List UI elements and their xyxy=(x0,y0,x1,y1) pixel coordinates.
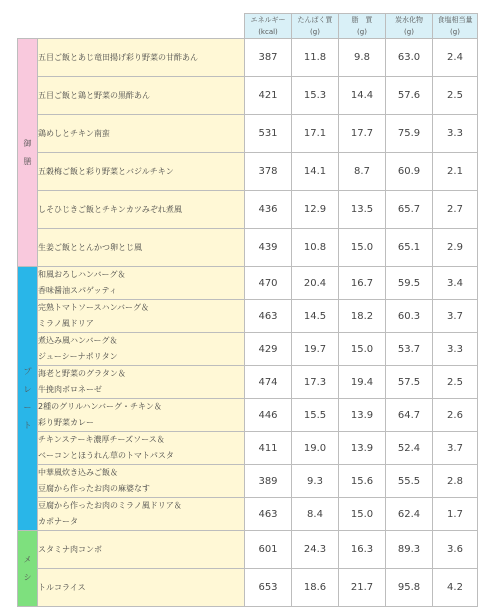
table-row xyxy=(18,531,478,569)
table-row xyxy=(18,115,478,153)
menu-name-line: チキンステーキ濃厚チーズソース＆ xyxy=(38,435,165,444)
energy-value: 387 xyxy=(245,39,292,77)
table-row xyxy=(18,77,478,115)
menu-name-line: 海老と野菜のグラタン＆ xyxy=(38,369,126,378)
fat-value: 13.5 xyxy=(339,191,386,229)
header-protein: たんぱく質 (g) xyxy=(292,14,339,39)
protein-value: 15.5 xyxy=(292,399,339,432)
header-salt: 食塩相当量 (g) xyxy=(433,14,478,39)
salt-value: 2.9 xyxy=(433,229,478,267)
menu-name xyxy=(38,498,245,531)
fat-value: 19.4 xyxy=(339,366,386,399)
fat-value: 14.4 xyxy=(339,77,386,115)
carbs-value: 57.6 xyxy=(386,77,433,115)
menu-name-line: 豆腐から作ったお肉のミラノ風ドリア＆ xyxy=(38,501,182,510)
menu-name-line: 2種のグリルハンバーグ・チキン＆ xyxy=(38,402,162,411)
menu-name-line: 中華風炊き込みご飯＆ xyxy=(38,468,118,477)
menu-name-line: 煮込み風ハンバーグ＆ xyxy=(38,336,118,345)
salt-value: 3.3 xyxy=(433,115,478,153)
menu-name xyxy=(38,569,245,607)
menu-name-line: 五目ご飯とあじ竜田揚げ彩り野菜の甘酢あん xyxy=(38,52,198,62)
protein-value: 19.0 xyxy=(292,432,339,465)
menu-name xyxy=(38,465,245,498)
table-row xyxy=(18,569,478,607)
protein-value: 12.9 xyxy=(292,191,339,229)
menu-name xyxy=(38,39,245,77)
carbs-value: 59.5 xyxy=(386,267,433,300)
protein-value: 9.3 xyxy=(292,465,339,498)
carbs-value: 75.9 xyxy=(386,115,433,153)
menu-name xyxy=(38,153,245,191)
protein-value: 24.3 xyxy=(292,531,339,569)
salt-value: 2.5 xyxy=(433,366,478,399)
energy-value: 446 xyxy=(245,399,292,432)
carbs-value: 64.7 xyxy=(386,399,433,432)
menu-name xyxy=(38,115,245,153)
energy-value: 439 xyxy=(245,229,292,267)
nutrition-table xyxy=(17,13,478,607)
carbs-value: 55.5 xyxy=(386,465,433,498)
menu-name-line: カポナータ xyxy=(38,517,78,526)
energy-value: 470 xyxy=(245,267,292,300)
energy-value: 378 xyxy=(245,153,292,191)
salt-value: 1.7 xyxy=(433,498,478,531)
carbs-value: 52.4 xyxy=(386,432,433,465)
carbs-value: 62.4 xyxy=(386,498,433,531)
menu-name-line: ミラノ風ドリア xyxy=(38,319,94,328)
energy-value: 531 xyxy=(245,115,292,153)
menu-name xyxy=(38,191,245,229)
menu-name-line: 牛挽肉ボロネーゼ xyxy=(38,385,102,394)
fat-value: 15.0 xyxy=(339,498,386,531)
protein-value: 20.4 xyxy=(292,267,339,300)
energy-value: 411 xyxy=(245,432,292,465)
table-body xyxy=(18,39,478,607)
menu-name-line: 完熟トマトソースハンバーグ＆ xyxy=(38,303,150,312)
salt-value: 3.7 xyxy=(433,432,478,465)
category-label xyxy=(18,39,38,267)
salt-value: 3.4 xyxy=(433,267,478,300)
category-char: プ xyxy=(23,366,32,376)
category-char: 膳 xyxy=(23,156,32,166)
fat-value: 8.7 xyxy=(339,153,386,191)
fat-value: 15.0 xyxy=(339,229,386,267)
table-row xyxy=(18,399,478,432)
energy-value: 436 xyxy=(245,191,292,229)
menu-name xyxy=(38,300,245,333)
menu-name-line: 生姜ご飯ととんかつ卵とじ風 xyxy=(38,242,142,252)
table-row xyxy=(18,39,478,77)
category-char: シ xyxy=(23,572,32,582)
header-row xyxy=(18,14,478,39)
table-row xyxy=(18,153,478,191)
category-char: レ xyxy=(23,384,32,394)
menu-name-line: 和風おろしハンバーグ＆ xyxy=(38,270,126,279)
category-label xyxy=(18,267,38,531)
carbs-value: 65.7 xyxy=(386,191,433,229)
menu-name-line: ベーコンとほうれん草のトマトパスタ xyxy=(38,451,174,460)
carbs-value: 65.1 xyxy=(386,229,433,267)
menu-name-line: 彩り野菜カレー xyxy=(38,418,94,427)
salt-value: 3.3 xyxy=(433,333,478,366)
fat-value: 9.8 xyxy=(339,39,386,77)
menu-name xyxy=(38,267,245,300)
menu-name-line: スタミナ肉コンボ xyxy=(38,544,102,554)
menu-name-line: 香味醤油スパゲッティ xyxy=(38,286,118,295)
table-row xyxy=(18,465,478,498)
fat-value: 15.6 xyxy=(339,465,386,498)
table-row xyxy=(18,432,478,465)
header-fat: 脂 質 (g) xyxy=(339,14,386,39)
carbs-value: 89.3 xyxy=(386,531,433,569)
carbs-value: 95.8 xyxy=(386,569,433,607)
energy-value: 653 xyxy=(245,569,292,607)
energy-value: 421 xyxy=(245,77,292,115)
salt-value: 2.1 xyxy=(433,153,478,191)
carbs-value: 53.7 xyxy=(386,333,433,366)
fat-value: 13.9 xyxy=(339,432,386,465)
fat-value: 13.9 xyxy=(339,399,386,432)
table-row xyxy=(18,267,478,300)
fat-value: 16.7 xyxy=(339,267,386,300)
energy-value: 463 xyxy=(245,300,292,333)
menu-name-line: トルコライス xyxy=(38,582,86,592)
menu-name xyxy=(38,399,245,432)
menu-name-line: ジューシーナポリタン xyxy=(38,352,118,361)
protein-value: 17.3 xyxy=(292,366,339,399)
menu-name-line: 鶏めしとチキン南蛮 xyxy=(38,128,110,138)
menu-name xyxy=(38,432,245,465)
carbs-value: 60.9 xyxy=(386,153,433,191)
category-char: メ xyxy=(23,554,32,564)
salt-value: 2.5 xyxy=(433,77,478,115)
energy-value: 389 xyxy=(245,465,292,498)
category-char: 御 xyxy=(23,138,32,148)
table-row xyxy=(18,229,478,267)
protein-value: 11.8 xyxy=(292,39,339,77)
menu-name xyxy=(38,531,245,569)
energy-value: 429 xyxy=(245,333,292,366)
header-carbs: 炭水化物 (g) xyxy=(386,14,433,39)
salt-value: 3.7 xyxy=(433,300,478,333)
menu-name xyxy=(38,333,245,366)
table-row xyxy=(18,300,478,333)
header-blank xyxy=(18,14,245,39)
energy-value: 601 xyxy=(245,531,292,569)
protein-value: 10.8 xyxy=(292,229,339,267)
fat-value: 18.2 xyxy=(339,300,386,333)
protein-value: 15.3 xyxy=(292,77,339,115)
menu-name xyxy=(38,229,245,267)
table-row xyxy=(18,333,478,366)
carbs-value: 60.3 xyxy=(386,300,433,333)
salt-value: 2.6 xyxy=(433,399,478,432)
protein-value: 14.1 xyxy=(292,153,339,191)
fat-value: 17.7 xyxy=(339,115,386,153)
energy-value: 463 xyxy=(245,498,292,531)
fat-value: 21.7 xyxy=(339,569,386,607)
category-label xyxy=(18,531,38,607)
protein-value: 14.5 xyxy=(292,300,339,333)
header-energy: エネルギー (kcal) xyxy=(245,14,292,39)
carbs-value: 57.5 xyxy=(386,366,433,399)
menu-name-line: 豆腐から作ったお肉の麻婆なす xyxy=(38,484,150,493)
salt-value: 2.4 xyxy=(433,39,478,77)
menu-name xyxy=(38,366,245,399)
menu-name-line: しそひじきご飯とチキンカツみぞれ煮風 xyxy=(38,204,182,214)
menu-name-line: 五穀梅ご飯と彩り野菜とバジルチキン xyxy=(38,166,174,176)
table-row xyxy=(18,366,478,399)
salt-value: 2.7 xyxy=(433,191,478,229)
protein-value: 17.1 xyxy=(292,115,339,153)
menu-name-line: 五目ご飯と鶏と野菜の黒酢あん xyxy=(38,90,150,100)
salt-value: 4.2 xyxy=(433,569,478,607)
salt-value: 3.6 xyxy=(433,531,478,569)
fat-value: 15.0 xyxy=(339,333,386,366)
table-row xyxy=(18,498,478,531)
salt-value: 2.8 xyxy=(433,465,478,498)
table-row xyxy=(18,191,478,229)
protein-value: 18.6 xyxy=(292,569,339,607)
energy-value: 474 xyxy=(245,366,292,399)
fat-value: 16.3 xyxy=(339,531,386,569)
menu-name xyxy=(38,77,245,115)
protein-value: 8.4 xyxy=(292,498,339,531)
category-char: ト xyxy=(23,420,32,430)
category-char: ー xyxy=(23,402,32,412)
protein-value: 19.7 xyxy=(292,333,339,366)
carbs-value: 63.0 xyxy=(386,39,433,77)
